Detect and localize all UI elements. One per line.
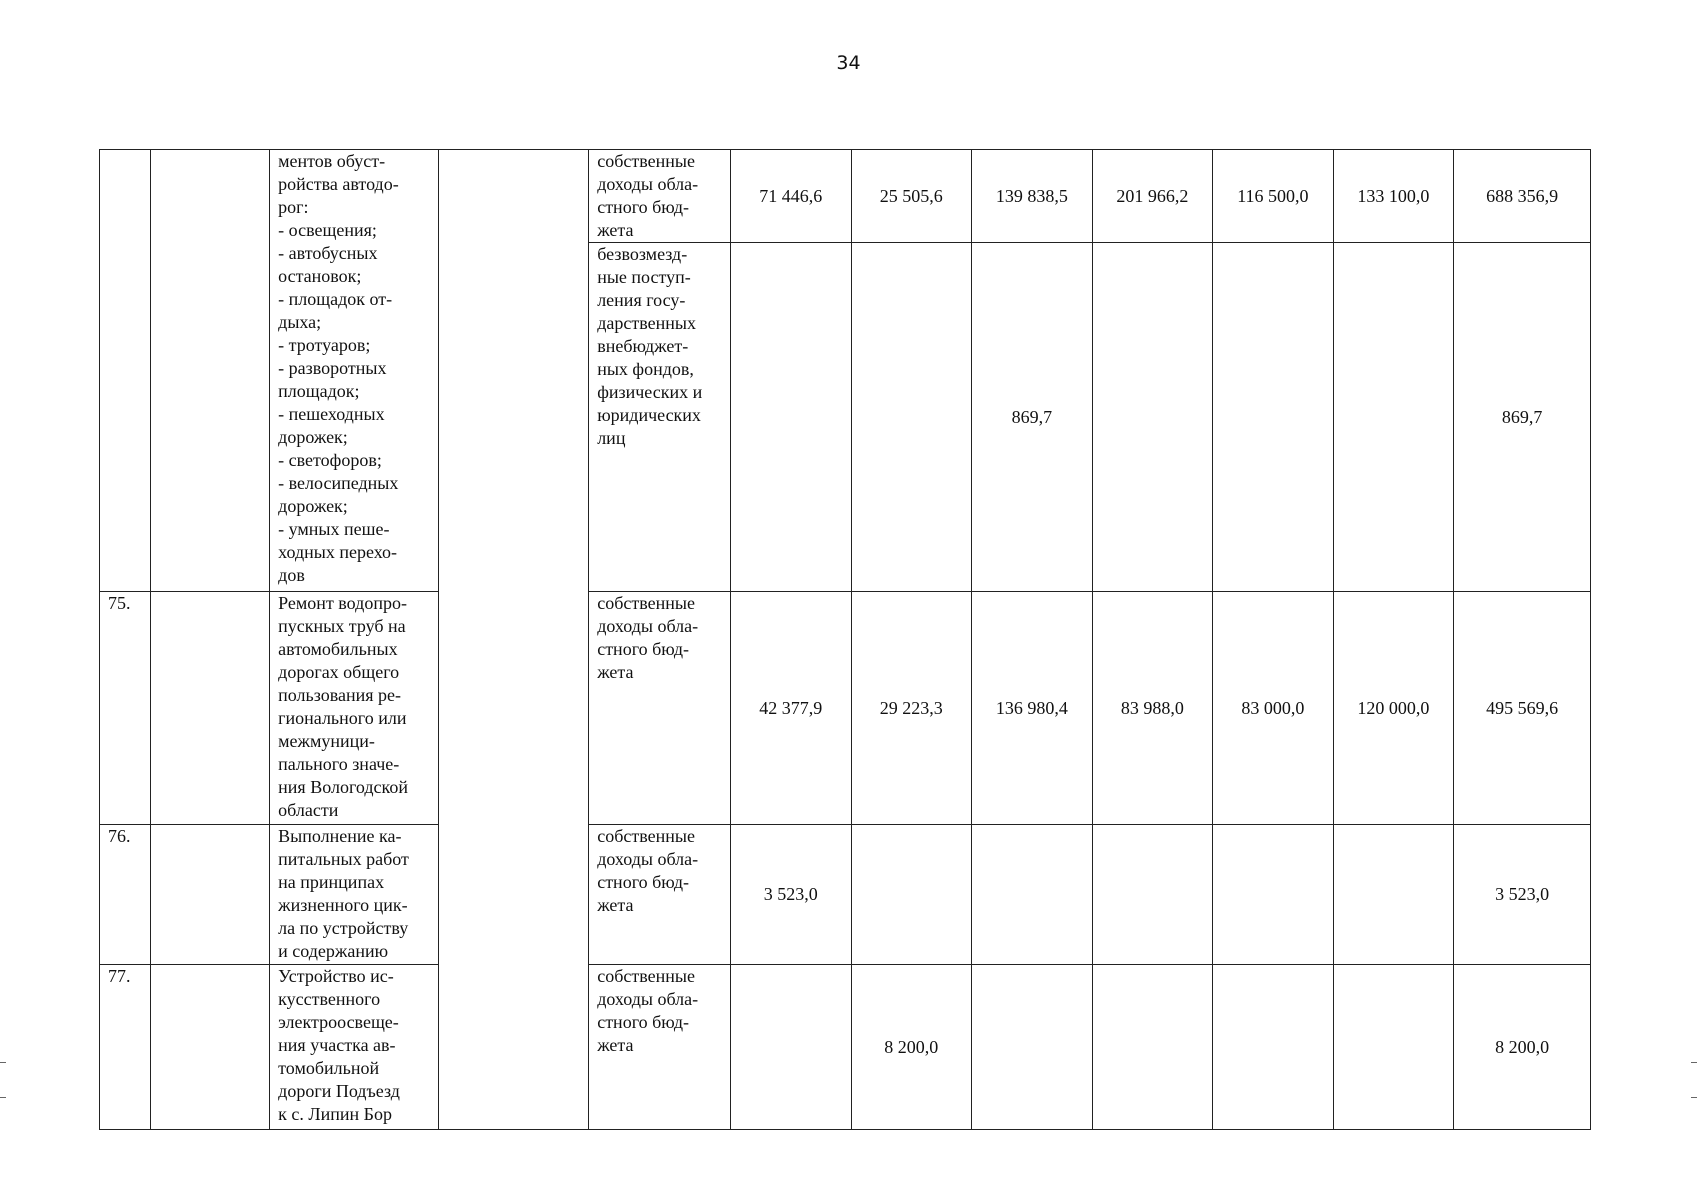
funding-source: собственные доходы обла- стного бюд- жета: [589, 825, 731, 965]
value-year-5: 116 500,0: [1213, 150, 1334, 243]
value-year-6: 120 000,0: [1333, 592, 1454, 825]
value-year-6: 133 100,0: [1333, 150, 1454, 243]
funding-source: собственные доходы обла- стного бюд- жета: [589, 592, 731, 825]
value-year-4: [1092, 243, 1213, 592]
value-year-1: [731, 965, 852, 1130]
value-year-3: [972, 965, 1093, 1130]
table-row: [100, 150, 1591, 243]
value-year-6: [1333, 825, 1454, 965]
funding-source: собственные доходы обла- стного бюд- жета: [589, 965, 731, 1130]
activity-name: ментов обуст- ройства автодо- рог: - освещения; - автобусных остановок; - площадок от- дыха; - тротуаров; - разворотных площадок; - пешеходных дорожек; - светофоров; - велосипедных дорожек; - умных пеше- ходных перехо- дов: [270, 150, 439, 592]
program-budget-table: [99, 149, 1591, 1130]
value-total: 3 523,0: [1454, 825, 1591, 965]
value-total: 495 569,6: [1454, 592, 1591, 825]
value-year-5: 83 000,0: [1213, 592, 1334, 825]
row-number: 76.: [100, 825, 151, 965]
activity-name: Устройство ис- кусственного электроосвеще- ния участка ав- томобильной дороги Подъезд к с. Липин Бор: [270, 965, 439, 1130]
value-year-5: [1213, 825, 1334, 965]
value-year-3: 869,7: [972, 243, 1093, 592]
table-row: [100, 825, 1591, 965]
scan-edge-mark: [0, 1062, 6, 1098]
value-year-4: 83 988,0: [1092, 592, 1213, 825]
value-year-3: 136 980,4: [972, 592, 1093, 825]
value-total: 869,7: [1454, 243, 1591, 592]
value-year-3: [972, 825, 1093, 965]
value-year-4: 201 966,2: [1092, 150, 1213, 243]
row-number: 75.: [100, 592, 151, 825]
value-year-2: 29 223,3: [851, 592, 972, 825]
row-number: [100, 150, 151, 592]
page-number: 34: [836, 52, 861, 74]
value-year-4: [1092, 965, 1213, 1130]
value-year-6: [1333, 965, 1454, 1130]
value-year-1: 3 523,0: [731, 825, 852, 965]
funding-source: безвозмезд- ные поступ- ления госу- дарственных внебюджет- ных фондов, физических и юридических лиц: [589, 243, 731, 592]
empty-cell: [150, 965, 270, 1130]
activity-name: Ремонт водопро- пускных труб на автомобильных дорогах общего пользования ре- гионального или межмуници- пального значе- ния Вологодской области: [270, 592, 439, 825]
value-year-6: [1333, 243, 1454, 592]
row-number: 77.: [100, 965, 151, 1130]
value-year-2: [851, 825, 972, 965]
funding-source: собственные доходы обла- стного бюд- жета: [589, 150, 731, 243]
empty-cell: [150, 825, 270, 965]
empty-cell: [150, 592, 270, 825]
empty-cell: [150, 150, 270, 592]
value-year-5: [1213, 243, 1334, 592]
value-year-1: [731, 243, 852, 592]
value-total: 8 200,0: [1454, 965, 1591, 1130]
value-year-1: 42 377,9: [731, 592, 852, 825]
table-row: [100, 965, 1591, 1130]
empty-cell: [439, 150, 589, 1130]
value-total: 688 356,9: [1454, 150, 1591, 243]
table-row: [100, 592, 1591, 825]
value-year-5: [1213, 965, 1334, 1130]
value-year-2: 8 200,0: [851, 965, 972, 1130]
value-year-2: [851, 243, 972, 592]
activity-name: Выполнение ка- питальных работ на принципах жизненного цик- ла по устройству и содержанию: [270, 825, 439, 965]
value-year-2: 25 505,6: [851, 150, 972, 243]
scan-edge-mark: [1691, 1062, 1697, 1098]
value-year-3: 139 838,5: [972, 150, 1093, 243]
value-year-4: [1092, 825, 1213, 965]
value-year-1: 71 446,6: [731, 150, 852, 243]
